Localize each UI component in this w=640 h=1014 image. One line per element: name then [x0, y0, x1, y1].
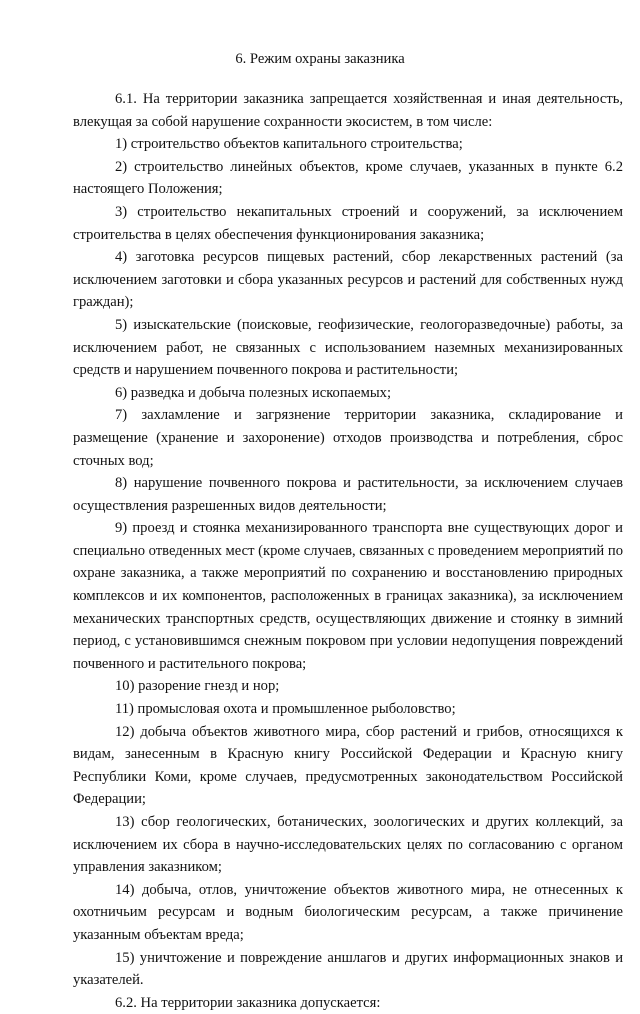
list-item-9: 9) проезд и стоянка механизированного транспорта вне существующих дорог и специально отведенных мест (кроме случаев, связанных с проведением мероприятий по охране заказника, а также мероприятий по сохранению и восстановлению природных комплексов и их компонентов, расположенных в границах заказника), за исключением механических транспортных средств, осуществляющих движение и стоянку в зимний период, с установившимся снежным покровом при условии недопущения повреждений почвенного и растительного покрова; [73, 520, 623, 672]
list-item-14: 14) добыча, отлов, уничтожение объектов животного мира, не отнесенных к охотничьим ресурсам и водным биологическим ресурсам, а также причинение указанным объектам вреда; [73, 881, 623, 943]
list-item-4: 4) заготовка ресурсов пищевых растений, сбор лекарственных растений (за исключением заготовки и сбора указанных ресурсов и растений для собственных нужд граждан); [73, 249, 623, 311]
list-item-10: 10) разорение гнезд и нор; [115, 678, 280, 695]
paragraph-6-2: 6.2. На территории заказника допускается: [115, 994, 381, 1011]
list-item-6: 6) разведка и добыча полезных ископаемых; [115, 384, 391, 401]
list-item-13: 13) сбор геологических, ботанических, зоологических и других коллекций, за исключением их сбора в научно-исследовательских целях по согласованию с органом управления заказником; [73, 814, 623, 876]
list-item-12: 12) добыча объектов животного мира, сбор растений и грибов, относящихся к видам, занесенным в Красную книгу Российской Федерации и Красную книгу Республики Коми, кроме случаев, предусмотренных законодательством Российской Федерации; [73, 723, 623, 808]
list-item-15: 15) уничтожение и повреждение аншлагов и других информационных знаков и указателей. [73, 949, 623, 989]
list-item-8: 8) нарушение почвенного покрова и растительности, за исключением случаев осуществления разрешенных видов деятельности; [73, 475, 623, 514]
list-item-7: 7) захламление и загрязнение территории заказника, складирование и размещение (хранение и захоронение) отходов производства и потребления, сброс сточных вод; [73, 407, 623, 469]
list-item-2: 2) строительство линейных объектов, кроме случаев, указанных в пункте 6.2 настоящего Положения; [73, 158, 623, 198]
paragraph-6-1: 6.1. На территории заказника запрещается хозяйственная и иная деятельность, влекущая за собой нарушение сохранности экосистем, в том числе: [73, 91, 623, 130]
document-body [73, 88, 623, 1014]
list-item-1: 1) строительство объектов капитального строительства; [115, 136, 463, 153]
list-item-3: 3) строительство некапитальных строений и сооружений, за исключением строительства в целях обеспечения функционирования заказника; [73, 203, 623, 243]
list-item-5: 5) изыскательские (поисковые, геофизические, геологоразведочные) работы, за исключением работ, не связанных с использованием наземных механизированных средств и нарушением почвенного покрова и растительности; [73, 316, 623, 379]
section-title: 6. Режим охраны заказника [235, 51, 405, 67]
list-item-11: 11) промысловая охота и промышленное рыболовство; [115, 701, 456, 718]
